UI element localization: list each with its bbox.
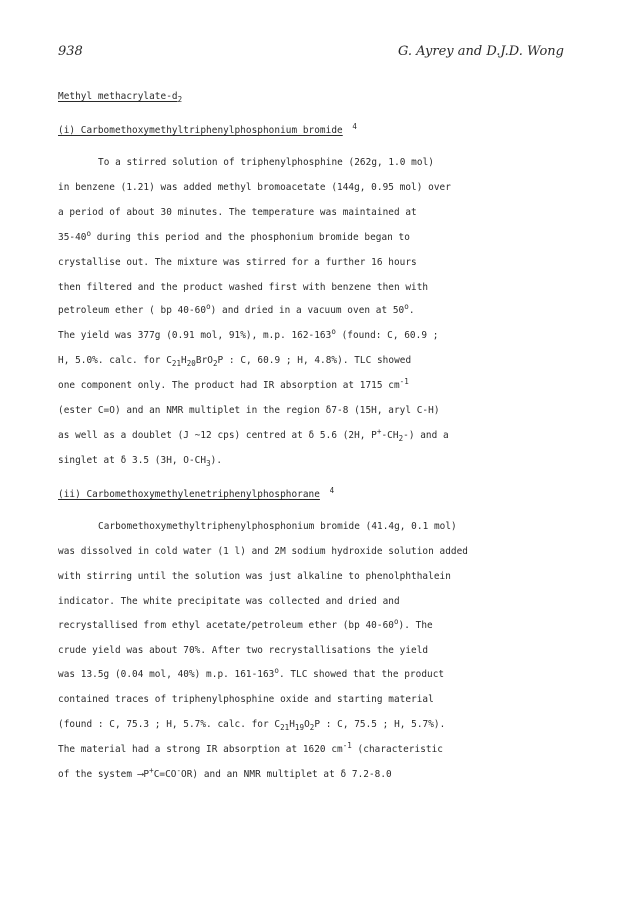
subsection-heading-2 — [58, 485, 335, 501]
p2-line: indicator. The white precipitate was collected and dried and — [58, 596, 400, 607]
p2-line — [58, 719, 445, 731]
text-run: one component only. The product had IR absorption at 1715 cm — [58, 380, 400, 391]
text-run: OR) and an NMR multiplet at δ 7.2-8.0 — [181, 769, 392, 780]
p2-line: was dissolved in cold water (1 l) and 2M sodium hydroxide solution added — [58, 546, 468, 557]
p2-line — [58, 740, 443, 756]
p1-line — [58, 376, 409, 392]
p1-line: in benzene (1.21) was added methyl bromoacetate (144g, 0.95 mol) over — [58, 182, 451, 193]
title-text: Methyl methacrylate-d — [58, 91, 178, 102]
page-number: 938 — [58, 44, 83, 59]
subsection-2-label: (ii) Carbomethoxymethylenetriphenylphosphorane — [58, 489, 320, 500]
subscript: 20 — [186, 358, 196, 368]
p1-line — [58, 355, 411, 367]
subsection-1-label: (i) Carbomethoxymethyltriphenylphosphonium bromide — [58, 125, 343, 136]
text-run: -CH — [381, 430, 399, 441]
superscript: o — [274, 665, 279, 675]
text-run: of the system ⟶P — [58, 769, 150, 780]
p2-line: contained traces of triphenylphosphine oxide and starting material — [58, 694, 434, 705]
superscript: -1 — [399, 376, 409, 386]
superscript: -1 — [342, 740, 352, 750]
text-run: BrO — [195, 355, 213, 366]
text-run: (characteristic — [351, 744, 443, 755]
section-title — [58, 91, 182, 103]
p1-line: crystallise out. The mixture was stirred for a further 16 hours — [58, 257, 417, 268]
subsection-2-ref: 4 — [329, 485, 335, 495]
text-run: (found : C, 75.3 ; H, 5.7%. calc. for C — [58, 719, 281, 730]
text-run: (found: C, 60.9 ; — [335, 330, 439, 341]
superscript: - — [176, 765, 182, 775]
text-run: petroleum ether ( bp 40-60 — [58, 305, 207, 316]
p2-line: Carbomethoxymethyltriphenylphosphonium bromide (41.4g, 0.1 mol) — [98, 521, 457, 532]
text-run: P : C, 75.5 ; H, 5.7%). — [314, 719, 446, 730]
text-run: H, 5.0%. calc. for C — [58, 355, 172, 366]
subscript: 21 — [171, 358, 182, 368]
text-run: -) and a — [403, 430, 449, 441]
p2-line — [58, 765, 392, 781]
p1-line — [58, 228, 410, 244]
text-run: ). The — [398, 620, 433, 631]
superscript: o — [206, 301, 211, 311]
running-header-authors: G. Ayrey and D.J.D. Wong — [397, 44, 564, 59]
text-run: 35-40 — [58, 232, 87, 243]
p2-line — [58, 665, 445, 681]
p2-line: crude yield was about 70%. After two recrystallisations the yield — [58, 645, 429, 656]
p1-line: then filtered and the product washed first with benzene then with — [58, 282, 429, 293]
subscript: 21 — [280, 722, 290, 732]
superscript: + — [376, 426, 382, 436]
superscript: o — [393, 616, 399, 626]
p1-line: To a stirred solution of triphenylphosphine (262g, 1.0 mol) — [98, 157, 434, 168]
text-run: ) and dried in a vacuum oven at 50 — [210, 305, 405, 316]
text-run: as well as a doublet (J ~12 cps) centred at δ 5.6 (2H, P — [58, 430, 377, 441]
p2-line — [58, 616, 433, 632]
text-run: C=CO — [153, 769, 177, 780]
subscript: 19 — [294, 722, 305, 732]
title-subscript: 2 — [177, 94, 183, 104]
text-run: recrystallised from ethyl acetate/petroleum ether (bp 40-60 — [58, 620, 394, 631]
text-run: H — [289, 719, 295, 730]
subscript: 2 — [398, 433, 404, 443]
superscript: o — [86, 228, 92, 238]
subsection-1-ref: 4 — [352, 121, 357, 131]
p1-line: (ester C=O) and an NMR multiplet in the region δ7-8 (15H, aryl C-H) — [58, 405, 440, 416]
text-run: . — [408, 305, 415, 316]
superscript: + — [149, 765, 154, 775]
subscript: 2 — [309, 722, 315, 732]
superscript: o — [404, 301, 409, 311]
subscript: 3 — [206, 458, 211, 468]
superscript: o — [331, 326, 336, 336]
text-run: was 13.5g (0.04 mol, 40%) m.p. 161-163 — [58, 669, 275, 680]
text-run: . TLC showed that the product — [278, 669, 445, 680]
text-run: during this period and the phosphonium bromide began to — [91, 232, 410, 243]
text-run: singlet at δ 3.5 (3H, O-CH — [58, 455, 207, 466]
p1-line — [58, 301, 415, 317]
p1-line — [58, 326, 439, 342]
text-run: O — [304, 719, 310, 730]
subscript: 2 — [212, 358, 218, 368]
subsection-heading-1 — [58, 121, 357, 137]
text-run: ). — [210, 455, 223, 466]
p1-line — [58, 426, 449, 443]
p1-line — [58, 455, 222, 467]
text-run: H — [181, 355, 187, 366]
text-run: The yield was 377g (0.91 mol, 91%), m.p. 162-163 — [58, 330, 332, 341]
p1-line: a period of about 30 minutes. The temperature was maintained at — [58, 207, 417, 218]
text-run: P : C, 60.9 ; H, 4.8%). TLC showed — [217, 355, 412, 366]
text-run: The material had a strong IR absorption at 1620 cm — [58, 744, 343, 755]
p2-line: with stirring until the solution was just alkaline to phenolphthalein — [58, 571, 451, 582]
